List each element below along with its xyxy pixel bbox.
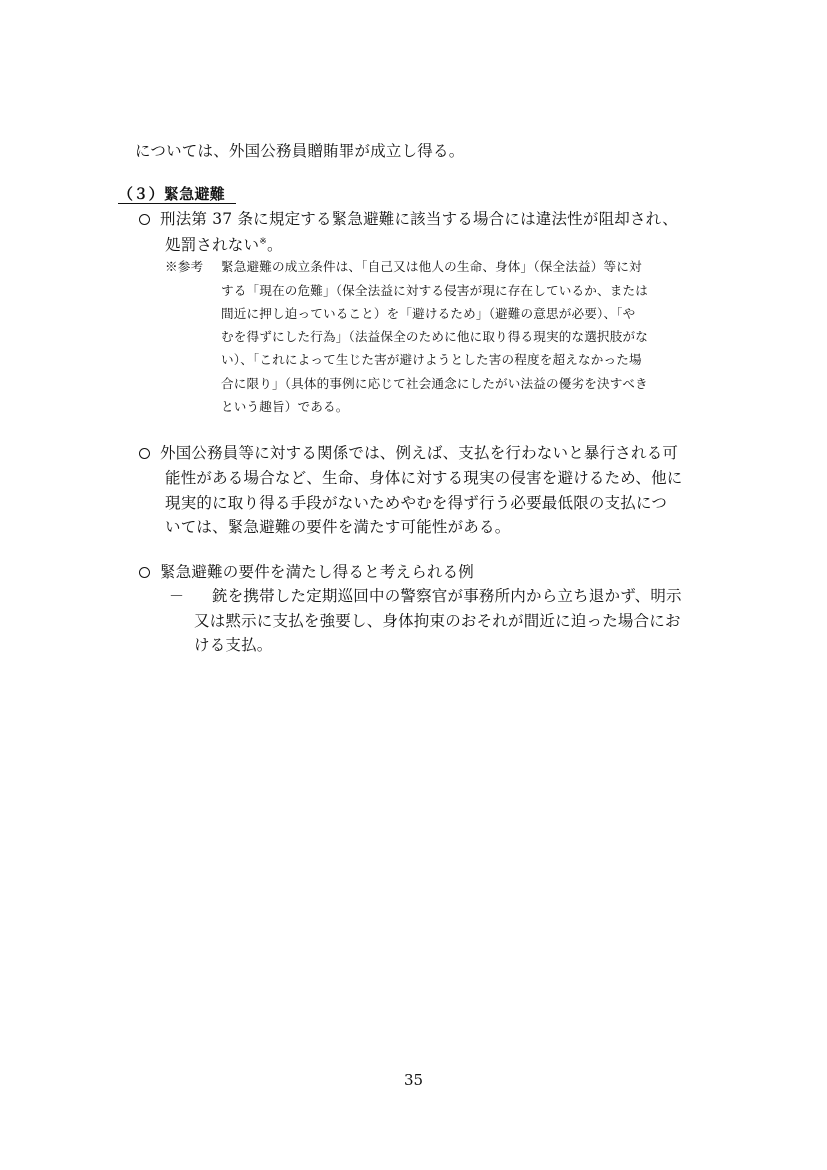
item2-line: 能性がある場合など、生命、身体に対する現実の侵害を避けるため、他に xyxy=(165,469,683,487)
note-line: むを得ずにした行為」（法益保全のために他に取り得る現実的な選択肢がな xyxy=(221,329,648,344)
item1-line2-end: 。 xyxy=(266,236,283,254)
example-line: 又は黙示に支払を強要し、身体拘束のおそれが間近に迫った場合にお xyxy=(194,612,681,630)
example-line: ける支払。 xyxy=(194,636,273,654)
item2-line: いては、緊急避難の要件を満たす可能性がある。 xyxy=(165,518,511,536)
note-line: 間近に押し迫っていること）を「避けるため」（避難の意思が必要）、「や xyxy=(221,306,636,321)
bullet-circle-icon xyxy=(139,214,150,225)
item1-line1: 刑法第 37 条に規定する緊急避難に該当する場合には違法性が阻却され、 xyxy=(160,210,679,228)
page-number: 35 xyxy=(403,1071,424,1089)
item2-line: 外国公務員等に対する関係では、例えば、支払を行わないと暴行される可 xyxy=(160,444,679,462)
note-line: い）、「これによって生じた害が避けようとした害の程度を超えなかった場 xyxy=(221,352,642,367)
intro-line: については、外国公務員贈賄罪が成立し得る。 xyxy=(135,142,465,160)
footnote-mark: ※ xyxy=(259,237,267,247)
section-heading: （３）緊急避難 xyxy=(118,185,226,203)
note-line: 緊急避難の成立条件は、「自己又は他人の生命、身体」（保全法益）等に対 xyxy=(221,259,642,274)
section-heading-underline xyxy=(118,203,236,204)
note-line: 合に限り」（具体的事例に応じて社会通念にしたがい法益の優劣を決すべき xyxy=(221,376,648,391)
item1-line2-text: 処罰されない xyxy=(165,236,260,254)
bullet-circle-icon xyxy=(139,567,150,578)
example-line: 銃を携帯した定期巡回中の警察官が事務所内から立ち退かず、明示 xyxy=(212,587,682,605)
item2-line: 現実的に取り得る手段がないためやむを得ず行う必要最低限の支払につ xyxy=(165,494,668,512)
note-label: ※参考 xyxy=(165,259,204,274)
item1-line2 xyxy=(165,235,283,255)
note-line: する「現在の危難」（保全法益に対する侵害が現に存在しているか、または xyxy=(221,283,648,298)
item3-line1: 緊急避難の要件を満たし得ると考えられる例 xyxy=(160,563,475,581)
example-dash: － xyxy=(169,587,185,605)
note-line: という趣旨）である。 xyxy=(221,399,349,414)
bullet-circle-icon xyxy=(139,448,150,459)
